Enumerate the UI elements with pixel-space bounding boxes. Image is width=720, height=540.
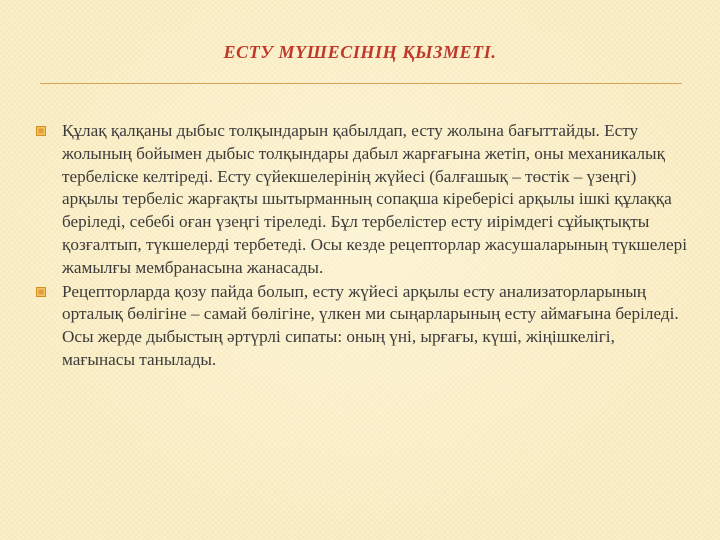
slide-content xyxy=(36,120,692,373)
bullet-item xyxy=(36,281,692,372)
bullet-item xyxy=(36,120,692,280)
bullet-text: Рецепторларда қозу пайда болып, есту жүйесі арқылы есту анализаторларының орталық бөлігіне – самай бөлігіне, үлкен ми сыңарларының есту аймағына беріледі. Осы жерде дыбыстың әртүрлі сипаты: оның үні, ырғағы, күші, жіңішкелігі, мағынасы танылады. xyxy=(62,281,679,369)
bullet-marker-icon xyxy=(36,287,46,297)
bullet-marker-icon xyxy=(36,126,46,136)
slide-title: ЕСТУ МҮШЕСІНІҢ ҚЫЗМЕТІ. xyxy=(223,42,497,62)
title-divider xyxy=(40,83,682,84)
bullet-text: Құлақ қалқаны дыбыс толқындарын қабылдап, есту жолына бағыттайды. Есту жолының бойымен дыбыс толқындары дабыл жарғағына жетіп, оны механикалық тербеліске келтіреді. Есту сүйекшелерінің жүйесі (балғашық – төстік – үзеңгі) арқылы тербеліс жарғақты шытырманның сопақша кіреберісі арқылы ішкі құлаққа беріледі, себебі оған үзеңгі тіреледі. Бұл тербелістер есту иірімдегі сұйықтықты қозғалтып, түкшелерді тербетеді. Осы кезде рецепторлар жасушаларының түкшелері жамылғы мембранасына жанасады. xyxy=(62,121,687,277)
